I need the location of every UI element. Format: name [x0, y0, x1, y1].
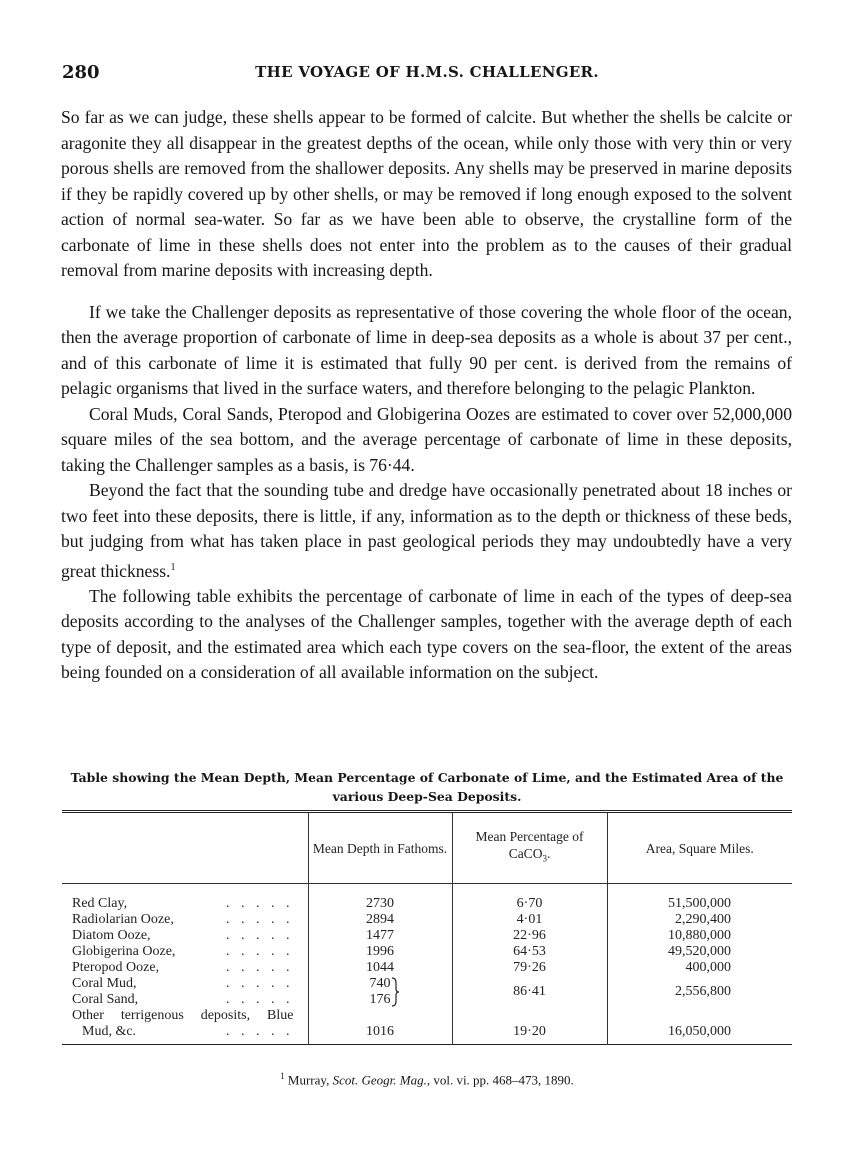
paragraph-calcite: So far as we can judge, these shells appear to be formed of calcite. But whether the shells be calcite or aragonite they all disappear in the greatest depths of the ocean, while only those with very thin or very porous shells are removed from the shallower deposits. Any shells may be preserved in marine deposits if they be rapidly covered up by other shells, or may be removed if long enough exposed to the solvent action of normal sea-water. So far as we have been able to observe, the crystalline form of the carbonate of lime in these shells does not enter into the problem as to the causes of their gradual removal from marine deposits with increasing depth. — [61, 107, 792, 280]
deposit-name: Globigerina Ooze, — [72, 944, 176, 959]
table-row-coral-sand — [72, 992, 300, 1008]
percentage-value: 22·96 — [513, 928, 546, 943]
empty-cell — [609, 1008, 792, 1024]
percentage-value: 79·26 — [513, 960, 546, 975]
depth-value: 176 — [369, 992, 391, 1007]
percentage-value: 6·70 — [516, 896, 543, 911]
area-value: 16,050,000 — [668, 1024, 731, 1039]
leader-dots: . . . . . — [226, 928, 294, 943]
header-mean-percentage — [452, 812, 607, 884]
area-value: 400,000 — [685, 960, 731, 975]
deposit-name-word: Other — [72, 1008, 104, 1023]
header-area: Area, Square Miles. — [607, 812, 792, 884]
table-caption: Table showing the Mean Depth, Mean Percentage of Carbonate of Lime, and the Estimated Area of the various Deep-Sea Deposits. — [70, 770, 784, 804]
page-number: 280 — [62, 62, 100, 83]
paragraph-challenger-deposits: If we take the Challenger deposits as representative of those covering the whole floor of the ocean, then the average proportion of carbonate of lime in deep-sea deposits as a whole is about 37 per cent., and of this carbonate of lime it is estimated that fully 90 per cent. is derived from the remains of pelagic organisms that lived in the surface waters, and therefore belonging to the pelagic Plankton. — [61, 301, 792, 398]
depth-value: 1996 — [366, 944, 394, 959]
deposit-name-word: deposits, — [200, 1008, 251, 1023]
area-value: 51,500,000 — [668, 896, 731, 911]
paragraph-thickness — [61, 478, 792, 584]
table-header-row — [62, 812, 792, 884]
running-head — [62, 62, 792, 86]
table-row-globigerina-ooze — [72, 944, 300, 960]
right-brace-icon — [390, 977, 400, 1007]
body-text — [61, 105, 792, 686]
depth-value: 2894 — [366, 912, 394, 927]
percentage-value: 19·20 — [513, 1024, 546, 1039]
coral-depth-group — [310, 976, 451, 1008]
leader-dots: . . . . . — [226, 896, 294, 911]
footnote-reference: 1 — [170, 561, 176, 573]
header-percentage-suffix: . — [546, 846, 551, 862]
footnote-journal: Scot. Geogr. Mag., — [332, 1072, 431, 1088]
empty-cell — [454, 1008, 606, 1024]
deposits-table — [62, 810, 792, 1045]
paragraph-table-intro: The following table exhibits the percentage of carbonate of lime in each of the types of deep-sea deposits according to the analyses of the Challenger samples, together with the average depth of each type of deposit, and the estimated area which each type covers on the sea-floor, the extent of the areas being founded on a consideration of all available information on the subject. — [61, 585, 792, 683]
area-value: 2,556,800 — [675, 984, 731, 999]
header-stub — [62, 812, 308, 884]
leader-dots: . . . . . — [226, 976, 294, 991]
deposit-name-word: terrigenous — [120, 1008, 184, 1023]
paragraph-thickness-text: Beyond the fact that the sounding tube and dredge have occasionally penetrated about 18 inches or two feet into these deposits, there is little, if any, information as to the depth or thickness of these beds, but judging from what has taken place in past geological periods they may undoubtedly have a very great thickness. — [61, 480, 792, 581]
area-value: 2,290,400 — [675, 912, 731, 927]
deposit-name: Mud, &c. — [82, 1024, 137, 1039]
deposit-name: Coral Sand, — [72, 992, 139, 1007]
table-row-radiolarian-ooze — [72, 912, 300, 928]
footnote-author: Murray, — [287, 1072, 330, 1088]
footnote-details: vol. vi. pp. 468–473, 1890. — [433, 1072, 574, 1088]
footnote — [62, 1071, 792, 1088]
depth-value: 1016 — [366, 1024, 394, 1039]
table-row-pteropod-ooze — [72, 960, 300, 976]
header-percentage-formula: CaCO — [508, 846, 543, 862]
table-row-other-continuation — [72, 1024, 300, 1040]
leader-dots: . . . . . — [226, 960, 294, 975]
table-row-diatom-ooze — [72, 928, 300, 944]
deposit-name: Diatom Ooze, — [72, 928, 151, 943]
mean-depth-column — [308, 884, 452, 1045]
deposit-names-column — [62, 884, 308, 1045]
depth-value: 1477 — [366, 928, 394, 943]
table-body-row — [62, 884, 792, 1045]
header-percentage-prefix: Mean Percentage of — [475, 829, 584, 845]
paragraph-coral-muds: Coral Muds, Coral Sands, Pteropod and Globigerina Oozes are estimated to cover over 52,000,000 square miles of the sea bottom, and the average percentage of carbonate of lime in these deposits, taking the Challenger samples as a basis, is 76·44. — [61, 403, 792, 475]
depth-value: 740 — [369, 976, 391, 991]
deposit-name: Coral Mud, — [72, 976, 137, 991]
mean-percentage-column — [452, 884, 607, 1045]
depth-value: 1044 — [366, 960, 394, 975]
leader-dots: . . . . . — [226, 912, 294, 927]
percentage-value: 64·53 — [513, 944, 546, 959]
table-row-coral-mud — [72, 976, 300, 992]
deposit-name-word: Blue — [267, 1008, 294, 1023]
header-mean-depth: Mean Depth in Fathoms. — [308, 812, 452, 884]
area-value: 10,880,000 — [668, 928, 731, 943]
leader-dots: . . . . . — [226, 944, 294, 959]
percentage-value: 86·41 — [513, 984, 546, 999]
depth-value: 2730 — [366, 896, 394, 911]
leader-dots: . . . . . — [226, 1024, 294, 1039]
empty-cell — [310, 1008, 451, 1024]
table-row-other-terrigenous — [72, 1008, 300, 1024]
table-row-red-clay — [72, 896, 300, 912]
area-value: 49,520,000 — [668, 944, 731, 959]
area-column — [607, 884, 792, 1045]
deposit-name: Red Clay, — [72, 896, 128, 911]
deposit-name: Pteropod Ooze, — [72, 960, 160, 975]
leader-dots: . . . . . — [226, 992, 294, 1007]
running-title: THE VOYAGE OF H.M.S. CHALLENGER. — [255, 63, 599, 81]
header-percentage-subscript: 3 — [542, 853, 547, 864]
percentage-value: 4·01 — [516, 912, 543, 927]
deposit-name: Radiolarian Ooze, — [72, 912, 174, 927]
footnote-marker: 1 — [280, 1071, 285, 1081]
